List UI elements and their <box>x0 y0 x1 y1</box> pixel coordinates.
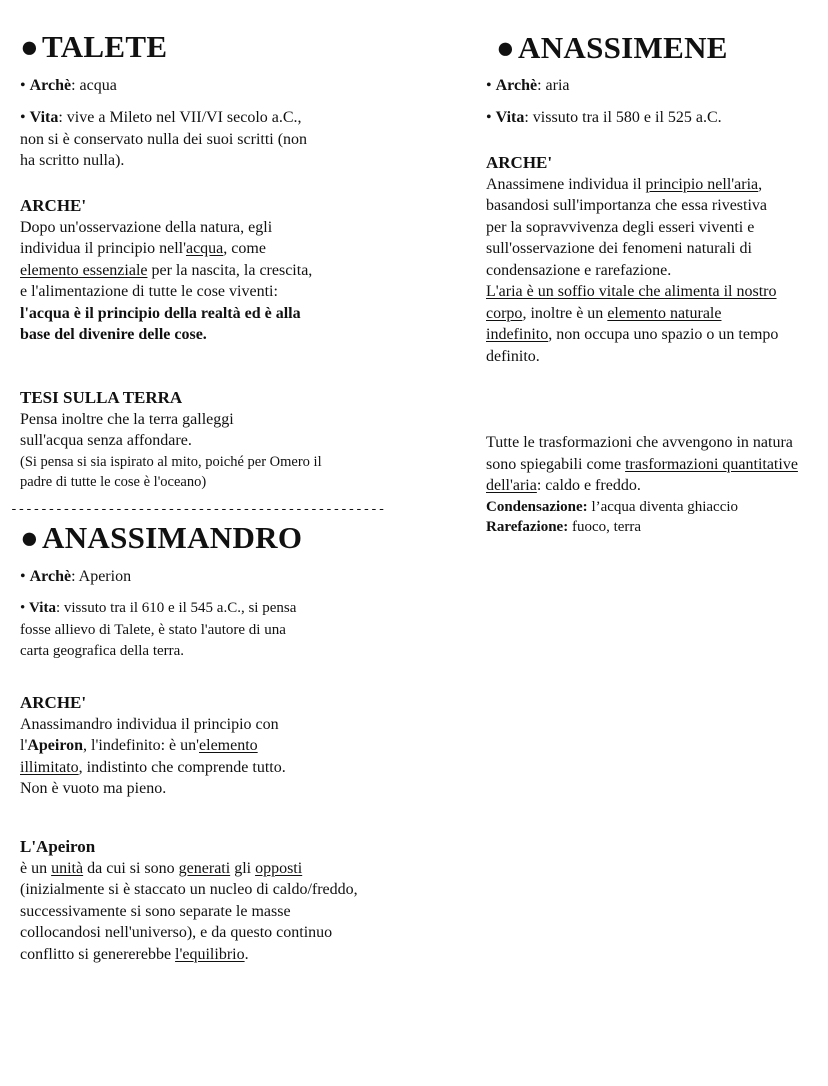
talete-vita-line: • Vita: vive a Mileto nel VII/VI secolo a.C., non si è conservato nulla dei suoi scritti (non ha scritto nulla). <box>20 109 308 169</box>
talete-arche-heading: ARCHE' <box>20 196 87 215</box>
anassimandro-vita-line: • Vita: vissuto tra il 610 e il 545 a.C., si pensa fosse allievo di Talete, è stato l'autore di una carta geografica della terra. <box>20 600 297 659</box>
anassimandro-arche-heading: ARCHE' <box>20 693 87 712</box>
anassimandro-arche-line: • Archè: Aperion <box>20 568 132 585</box>
anassimene-arche-heading: ARCHE' <box>486 153 553 172</box>
condensazione-line: Condensazione: l’acqua diventa ghiaccio <box>486 498 739 515</box>
anassimandro-title: ●ANASSIMANDRO <box>20 520 303 555</box>
anassimene-trasformazioni: Tutte le trasformazioni che avvengono in natura sono spiegabili come trasformazioni quantitative dell'aria: caldo e freddo. Condensazione: l’acqua diventa ghiaccio Rarefazione: fuoco, terra <box>486 432 806 538</box>
talete-tesi-section: TESI SULLA TERRA Pensa inoltre che la terra galleggi sull'acqua senza affondare. (Si pensa si sia ispirato al mito, poiché per Omero il padre di tutte le cose è l'oceano) <box>20 387 330 493</box>
bullet-icon: ● <box>20 520 40 555</box>
talete-arche-line: • Archè: acqua <box>20 77 117 94</box>
anassimene-arche-section: ARCHE' Anassimene individua il principio nell'aria, basandosi sull'importanza che essa rivestiva per la sopravvivenza degli esseri viventi e sull'osservazione dei fenomeni naturali di condensazione e rarefazione. L'aria è un soffio vitale che alimenta il nostro corpo, inoltre è un elemento naturale indefinito, non occupa uno spazio o un tempo definito. <box>486 152 786 367</box>
talete-title: ●TALETE <box>20 29 168 64</box>
talete-arche-section: ARCHE' Dopo un'osservazione della natura, egli individua il principio nell'acqua, come elemento essenziale per la nascita, la crescita, e l'alimentazione di tutte le cose viventi: l'acqua è il principio della realtà ed è alla base del divenire delle cose. <box>20 195 322 346</box>
bullet-icon: ● <box>496 30 516 65</box>
anassimene-vita-line: • Vita: vissuto tra il 580 e il 525 a.C. <box>486 109 722 126</box>
talete-tesi-heading: TESI SULLA TERRA <box>20 388 183 407</box>
anassimene-arche-line: • Archè: aria <box>486 77 570 94</box>
anassimandro-arche-section: ARCHE' Anassimandro individua il principio con l'Apeiron, l'indefinito: è un'elemento illimitato, indistinto che comprende tutto. Non è vuoto ma pieno. <box>20 692 305 800</box>
anassimene-title: ●ANASSIMENE <box>496 30 728 65</box>
section-divider: -------------------------------------------------- <box>10 502 386 517</box>
talete-tesi-note: (Si pensa si sia ispirato al mito, poiché per Omero il padre di tutte le cose è l'oceano) <box>20 453 322 490</box>
rarefazione-line: Rarefazione: fuoco, terra <box>486 519 642 535</box>
apeiron-section: L'Apeiron è un unità da cui si sono generati gli opposti (inizialmente si è staccato un nucleo di caldo/freddo, successivamente si sono separate le masse collocandosi nell'universo), e da questo continuo conflitto si genererebbe l'equilibrio. <box>20 836 365 965</box>
apeiron-heading: L'Apeiron <box>20 837 96 856</box>
bullet-icon: ● <box>20 29 40 64</box>
